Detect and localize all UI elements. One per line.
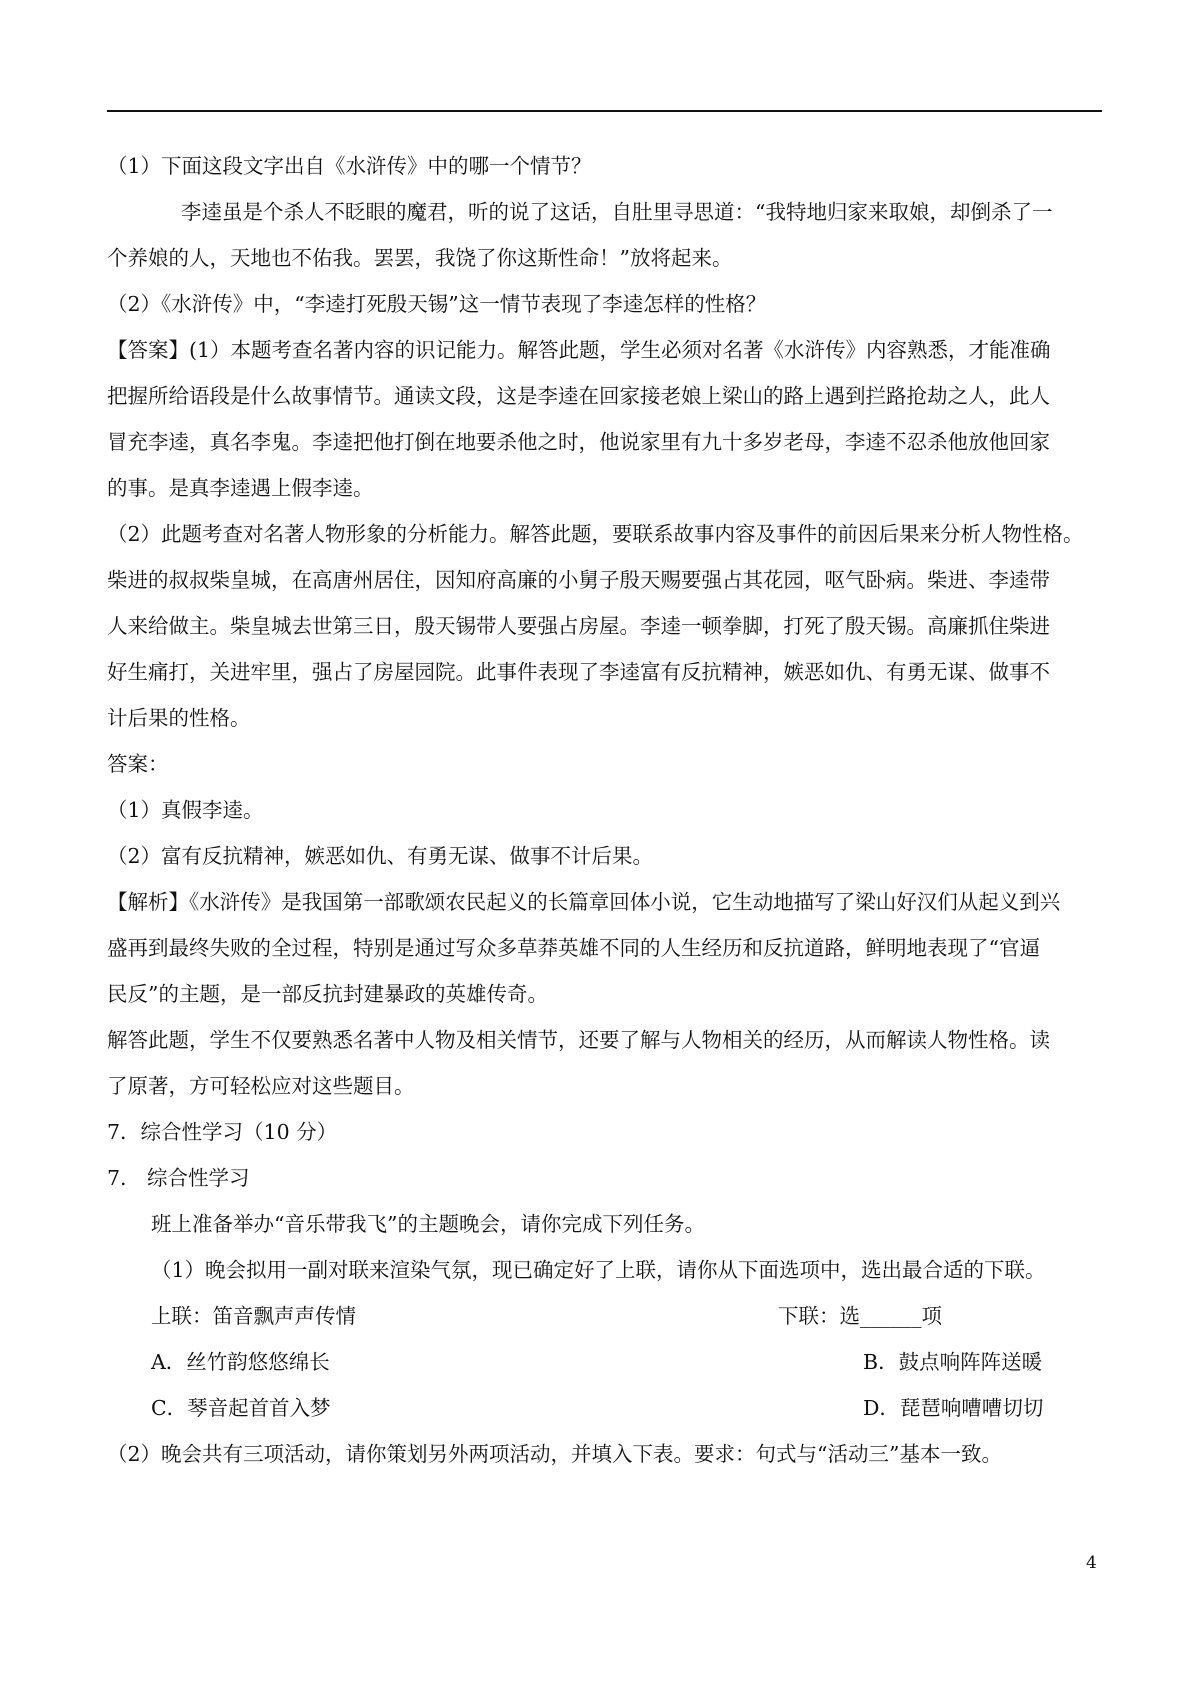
answer-line: 计后果的性格。 <box>107 706 251 730</box>
analysis-line: 解答此题，学生不仅要熟悉名著中人物及相关情节，还要了解与人物相关的经历，从而解读人物性格。读 <box>107 1028 1050 1052</box>
option-a: A．丝竹韵悠悠绵长 <box>151 1350 330 1374</box>
answer-heading: 答案： <box>107 752 169 776</box>
quote-line: 个养娘的人，天地也不佑我。罢罢，我饶了你这斯性命！”放将起来。 <box>107 246 733 270</box>
page-number: 4 <box>1086 1553 1097 1573</box>
question-2-prompt: （2）《水浒传》中，“李逵打死殷天锡”这一情节表现了李逵怎样的性格？ <box>107 292 767 316</box>
answer-line: 好生痛打，关进牢里，强占了房屋园院。此事件表现了李逵富有反抗精神，嫉恶如仇、有勇无谋、做事不 <box>107 660 1050 684</box>
couplet-lower: 下联：选______项 <box>778 1304 942 1328</box>
option-b: B．鼓点响阵阵送暖 <box>863 1350 1043 1374</box>
quote-line: 李逵虽是个杀人不眨眼的魔君，听的说了这话，自肚里寻思道：“我特地归家来取娘，却倒杀了一 <box>181 200 1053 224</box>
option-c: C．琴音起首首入梦 <box>151 1396 331 1420</box>
answer-line: 人来给做主。柴皇城去世第三日，殷天锡带人要强占房屋。李逵一顿拳脚，打死了殷天锡。高廉抓住柴进 <box>107 614 1050 638</box>
header-rule <box>107 110 1102 112</box>
task-1-prompt: （1）晚会拟用一副对联来渲染气氛，现已确定好了上联，请你从下面选项中，选出最合适的下联。 <box>151 1258 1046 1282</box>
task-intro: 班上准备举办“音乐带我飞”的主题晚会，请你完成下列任务。 <box>151 1212 705 1236</box>
document-body <box>107 143 1102 1477</box>
analysis-line: 了原著，方可轻松应对这些题目。 <box>107 1074 415 1098</box>
answer-item: （1）真假李逵。 <box>107 798 264 822</box>
option-d: D．琵琶响嘈嘈切切 <box>863 1396 1044 1420</box>
couplet-upper: 上联：笛音飘声声传情 <box>151 1304 356 1328</box>
task-2-prompt: （2）晚会共有三项活动，请你策划另外两项活动，并填入下表。要求：句式与“活动三”基本一致。 <box>107 1442 1003 1466</box>
answer-item: （2）富有反抗精神，嫉恶如仇、有勇无谋、做事不计后果。 <box>107 844 654 868</box>
answer-line: 柴进的叔叔柴皇城，在高唐州居住，因知府高廉的小舅子殷天赐要强占其花园，呕气卧病。柴进、李逵带 <box>107 568 1050 592</box>
options-row <box>107 1385 1102 1431</box>
section-heading: 7．综合性学习（10 分） <box>107 1120 338 1144</box>
analysis-line: 民反”的主题，是一部反抗封建暴政的英雄传奇。 <box>107 982 548 1006</box>
answer-line: 【答案】(1）本题考查名著内容的识记能力。解答此题，学生必须对名著《水浒传》内容熟悉，才能准确 <box>107 338 1051 362</box>
question-1-prompt: （1）下面这段文字出自《水浒传》中的哪一个情节？ <box>107 154 592 178</box>
options-row <box>107 1339 1102 1385</box>
answer-line: 的事。是真李逵遇上假李逵。 <box>107 476 374 500</box>
answer-line: （2）此题考查对名著人物形象的分析能力。解答此题，要联系故事内容及事件的前因后果来分析人物性格。 <box>107 522 1084 546</box>
analysis-line: 【解析】《水浒传》是我国第一部歌颂农民起义的长篇章回体小说，它生动地描写了梁山好汉们从起义到兴 <box>107 890 1061 914</box>
section-subheading: 7. 综合性学习 <box>107 1166 250 1190</box>
analysis-line: 盛再到最终失败的全过程，特别是通过写众多草莽英雄不同的人生经历和反抗道路，鲜明地表现了“官逼 <box>107 936 1040 960</box>
answer-line: 把握所给语段是什么故事情节。通读文段，这是李逵在回家接老娘上梁山的路上遇到拦路抢劫之人，此人 <box>107 384 1050 408</box>
answer-line: 冒充李逵，真名李鬼。李逵把他打倒在地要杀他之时，他说家里有九十多岁老母，李逵不忍杀他放他回家 <box>107 430 1050 454</box>
couplet-row <box>107 1293 1102 1339</box>
